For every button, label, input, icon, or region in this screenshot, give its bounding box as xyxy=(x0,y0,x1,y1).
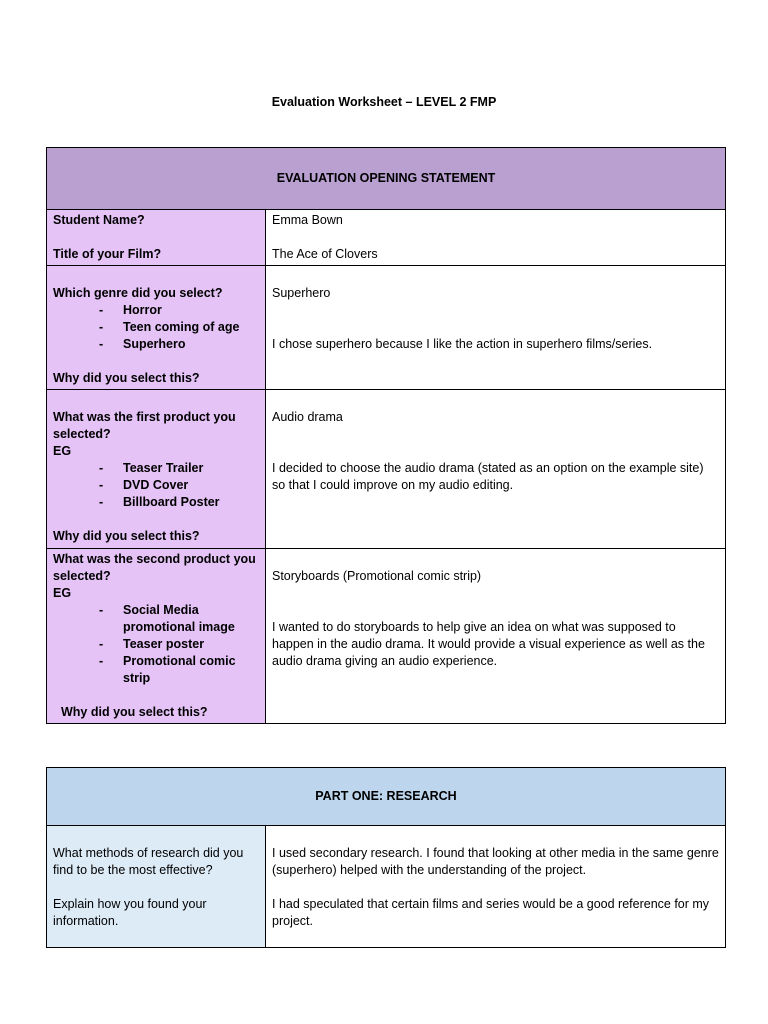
document-title: Evaluation Worksheet – LEVEL 2 FMP xyxy=(271,95,497,109)
answer-genre: Superhero xyxy=(272,286,331,300)
first-product-options-list xyxy=(53,460,259,511)
question-why: Why did you select this? xyxy=(53,371,200,385)
answer-student-name: Emma Bown xyxy=(272,213,343,227)
question-cell xyxy=(47,549,266,724)
question-explain-information: Explain how you found your information. xyxy=(53,897,207,928)
answer-genre-reason: I chose superhero because I like the action in superhero films/series. xyxy=(272,337,653,351)
evaluation-opening-table xyxy=(46,147,726,724)
question-film-title: Title of your Film? xyxy=(53,247,162,261)
answer-cell xyxy=(266,549,726,724)
research-table xyxy=(46,767,726,948)
answer-cell xyxy=(266,390,726,549)
list-item: - Promotional comic strip xyxy=(99,653,259,687)
answer-second-product: Storyboards (Promotional comic strip) xyxy=(272,569,482,583)
question-cell xyxy=(47,210,266,266)
genre-options-list xyxy=(53,302,259,353)
question-student-name: Student Name? xyxy=(53,213,145,227)
answer-cell xyxy=(266,210,726,266)
list-item: - Teaser Trailer xyxy=(99,460,259,477)
answer-first-product-reason: I decided to choose the audio drama (stated as an option on the example site) so that I could improve on my audio editing. xyxy=(272,461,704,492)
list-item: - Horror xyxy=(99,302,259,319)
section-header: EVALUATION OPENING STATEMENT xyxy=(47,148,726,210)
list-item: - Teaser poster xyxy=(99,636,259,653)
answer-first-product: Audio drama xyxy=(272,410,343,424)
list-item: - Teen coming of age xyxy=(99,319,259,336)
question-second-product: What was the second product you selected? xyxy=(53,552,256,583)
question-cell xyxy=(47,266,266,390)
question-why: Why did you select this? xyxy=(53,529,200,543)
answer-explain-information: I had speculated that certain films and series would be a good reference for my project. xyxy=(272,897,710,928)
second-product-options-list xyxy=(53,602,259,687)
answer-cell xyxy=(266,826,726,948)
eg-label: EG xyxy=(53,444,72,458)
question-cell xyxy=(47,390,266,549)
table-row xyxy=(47,549,726,724)
question-cell xyxy=(47,826,266,948)
list-item: - DVD Cover xyxy=(99,477,259,494)
table-row xyxy=(47,266,726,390)
question-genre: Which genre did you select? xyxy=(53,286,223,300)
answer-research-methods: I used secondary research. I found that looking at other media in the same genre (superhero) helped with the understanding of the project. xyxy=(272,846,719,877)
table-row xyxy=(47,210,726,266)
answer-cell xyxy=(266,266,726,390)
question-research-methods: What methods of research did you find to be the most effective? xyxy=(53,846,244,877)
section-header: PART ONE: RESEARCH xyxy=(47,768,726,826)
table-row xyxy=(47,826,726,948)
eg-label: EG xyxy=(53,586,72,600)
answer-second-product-reason: I wanted to do storyboards to help give an idea on what was supposed to happen in the audio drama. It would provide a visual experience as well as the audio drama giving an audio experience. xyxy=(272,620,705,668)
question-why: Why did you select this? xyxy=(61,705,208,719)
list-item: - Social Media promotional image xyxy=(99,602,259,636)
question-first-product: What was the first product you selected? xyxy=(53,410,236,441)
answer-film-title: The Ace of Clovers xyxy=(272,247,378,261)
list-item: - Superhero xyxy=(99,336,259,353)
table-row xyxy=(47,390,726,549)
list-item: - Billboard Poster xyxy=(99,494,259,511)
